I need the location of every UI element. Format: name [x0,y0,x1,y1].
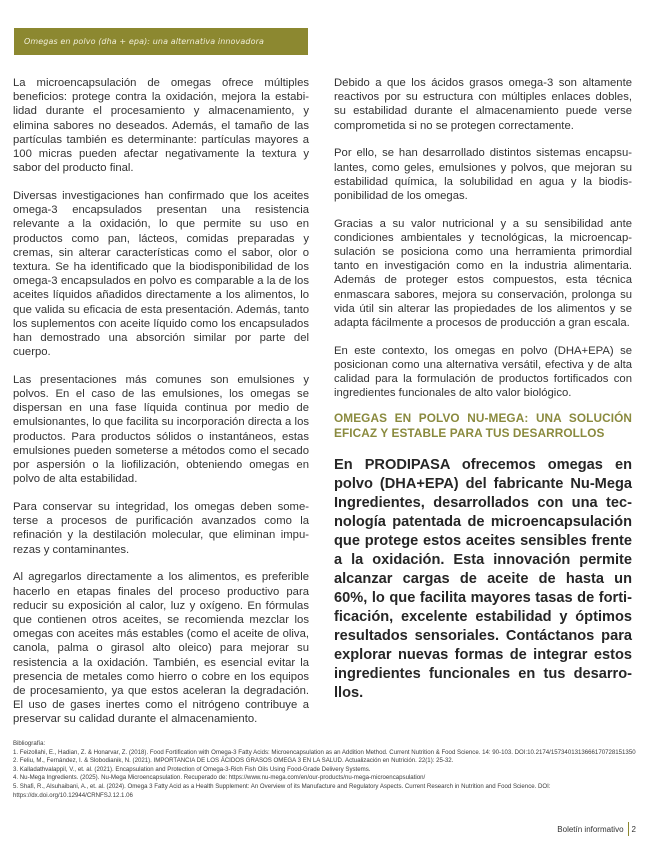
paragraph: En este contexto, los omegas en polvo (DHA+EPA) se posicionan como una alternativa versátil, efectiva y de alta calidad para la formulación de productos fortificados con ingredientes funcionales de alto valor biológico. [334,344,632,400]
header-title: Omegas en polvo (dha + epa): una alternativa innovadora [24,37,264,46]
paragraph: Las presentaciones más comunes son emulsiones y polvos. En el caso de las emulsiones, los omegas se dispersan en una fase líquida continua por medio de emulsionantes, lo que facilita su incorporación directa a los productos. Para productos sólidos o instantáneos, estas emulsiones pueden someterse a métodos como el secado por aspersión o la liofilización, obteniendo omegas en polvo de alta estabilidad. [13,373,309,486]
bibliography-title: Bibliografía: [13,740,46,747]
section-heading: OMEGAS EN POLVO NU-MEGA: UNA SOLUCIÓN EFICAZ Y ESTABLE PARA TUS DESARROLLOS [334,411,632,440]
paragraph: Gracias a su valor nutricional y a su sensibilidad ante condiciones ambientales y tecnológicas, la microencapsulación se posiciona como una herramienta primordial tanto en investigación como en la industria alimentaria. Además de proteger estos compuestos, esta técnica enmascara sabores, mejora su conservación, prolonga su vida útil sin alterar las propiedades de los alimentos y se adapta fácilmente a procesos de producción a gran escala. [334,217,632,330]
page-footer [557,822,636,836]
bibliography-item: 4. Nu-Mega Ingredients. (2025). Nu-Mega Microencapsulation. Recuperado de: https://www.nu-mega.com/en/our-products/nu-mega-microencapsulation/ [13,774,426,782]
bibliography-item: 1. Feizollahi, E., Hadian, Z. & Honarvar, Z. (2018). Food Fortification with Omega-3 Fatty Acids: Microencapsulation as an Addition Method. Current Nutrition & Food Science. 14: 90-103. DOI:10.2174/1573401313666170728151350 [13,748,636,756]
left-column [13,76,309,740]
paragraph: Debido a que los ácidos grasos omega-3 son altamente reactivos por su estructura con múltiples enlaces dobles, su estabilidad durante el almacenamiento puede verse comprometida si no se protegen correctamente. [334,77,632,132]
paragraph: Por ello, se han desarrollado distintos sistemas encapsulantes, como geles, emulsiones y polvos, que mejoran su estabilidad química, la solubilidad en agua y la biodisponibilidad de los omegas. [334,147,632,202]
paragraph: La microencapsulación de omegas ofrece múltiples beneficios: protege contra la oxidación, mejora la estabilidad durante el procesamiento y almacenamiento, y elimina sabores no deseados. Además, el tamaño de las partículas también es determinante: partículas mayores a 100 micras pueden afectar negativamente la textura y sabor del producto final. [13,77,309,175]
footer-divider [628,822,629,836]
right-column [334,76,632,703]
header-bar [14,28,308,55]
page-number: 2 [631,824,636,834]
paragraph: Para conservar su integridad, los omegas deben someterse a procesos de purificación avanzados como la refinación y la destilación molecular, que eliminan impurezas y contaminantes. [13,500,309,556]
bibliography-item: 5. Shafi, R., Alsuhaibani, A., et. al. (2024). Omega 3 Fatty Acid as a Health Supplement: An Overview of its Manufacture and Regulatory Aspects. Current Research in Nutrition and Food Science. DOI: https://dx.doi.org/10.12944/CRNFSJ.12.1.06 [13,782,551,799]
highlight-paragraph: En PRODIPASA ofrecemos omegas en polvo (DHA+EPA) del fabricante Nu-Mega Ingredientes, desarrollados con una tecnología patentada de microencapsulación que protege estos aceites sensibles frente a la oxidación. Esta innovación permite alcanzar cargas de aceite de hasta un 60%, lo que facilita mayores tasas de fortificación, excelente estabilidad y óptimos resultados sensoriales. Contáctanos para explorar nuevas formas de integrar estos ingredientes funcionales en tus desarrollos. [334,457,632,702]
paragraph: Al agregarlos directamente a los alimentos, es preferible hacerlo en etapas finales del proceso productivo para reducir su exposición al calor, luz y oxígeno. En fórmulas que contienen otros aceites, se recomienda mezclar los omegas con aceites más estables (como el aceite de oliva, canola, palma o girasol alto oleico) para mejorar su resistencia a la oxidación. También, es esencial evitar la presencia de metales como hierro o cobre en los equipos de procesamiento, ya que estos aceleran la degradación. El uso de gases inertes como el nitrógeno contribuye a preservar su calidad durante el almacenamiento. [13,571,309,726]
paragraph: Diversas investigaciones han confirmado que los aceites omega-3 encapsulados presentan una resistencia relevante a la oxidación, lo que permite su uso en productos como pan, lácteos, comidas preparadas y cremas, sin alterar características como el sabor, olor o textura. Se ha identificado que la biodisponibilidad de los omega-3 encapsulados en polvo es comparable a la de los aceites líquidos añadidos directamente a los alimentos, lo que valida su eficacia de esta presentación. Además, tanto los suplementos con aceite líquido como los encapsulados han demostrado una absorción similar por parte del cuerpo. [13,189,309,359]
bibliography-item: 2. Feliu, M., Fernández, I. & Slobodianik, N. (2021). IMPORTANCIA DE LOS ÁCIDOS GRASOS OMEGA 3 EN LA SALUD. Actualización en Nutrición. 22(1): 25-32. [13,757,454,765]
bibliography-item: 3. Kalladathvalappil, V., et. al. (2021). Encapsulation and Protection of Omega-3-Rich Fish Oils Using Food-Grade Delivery Systems. [13,765,371,773]
footer-label: Boletín informativo [557,824,624,834]
bibliography [13,740,643,800]
